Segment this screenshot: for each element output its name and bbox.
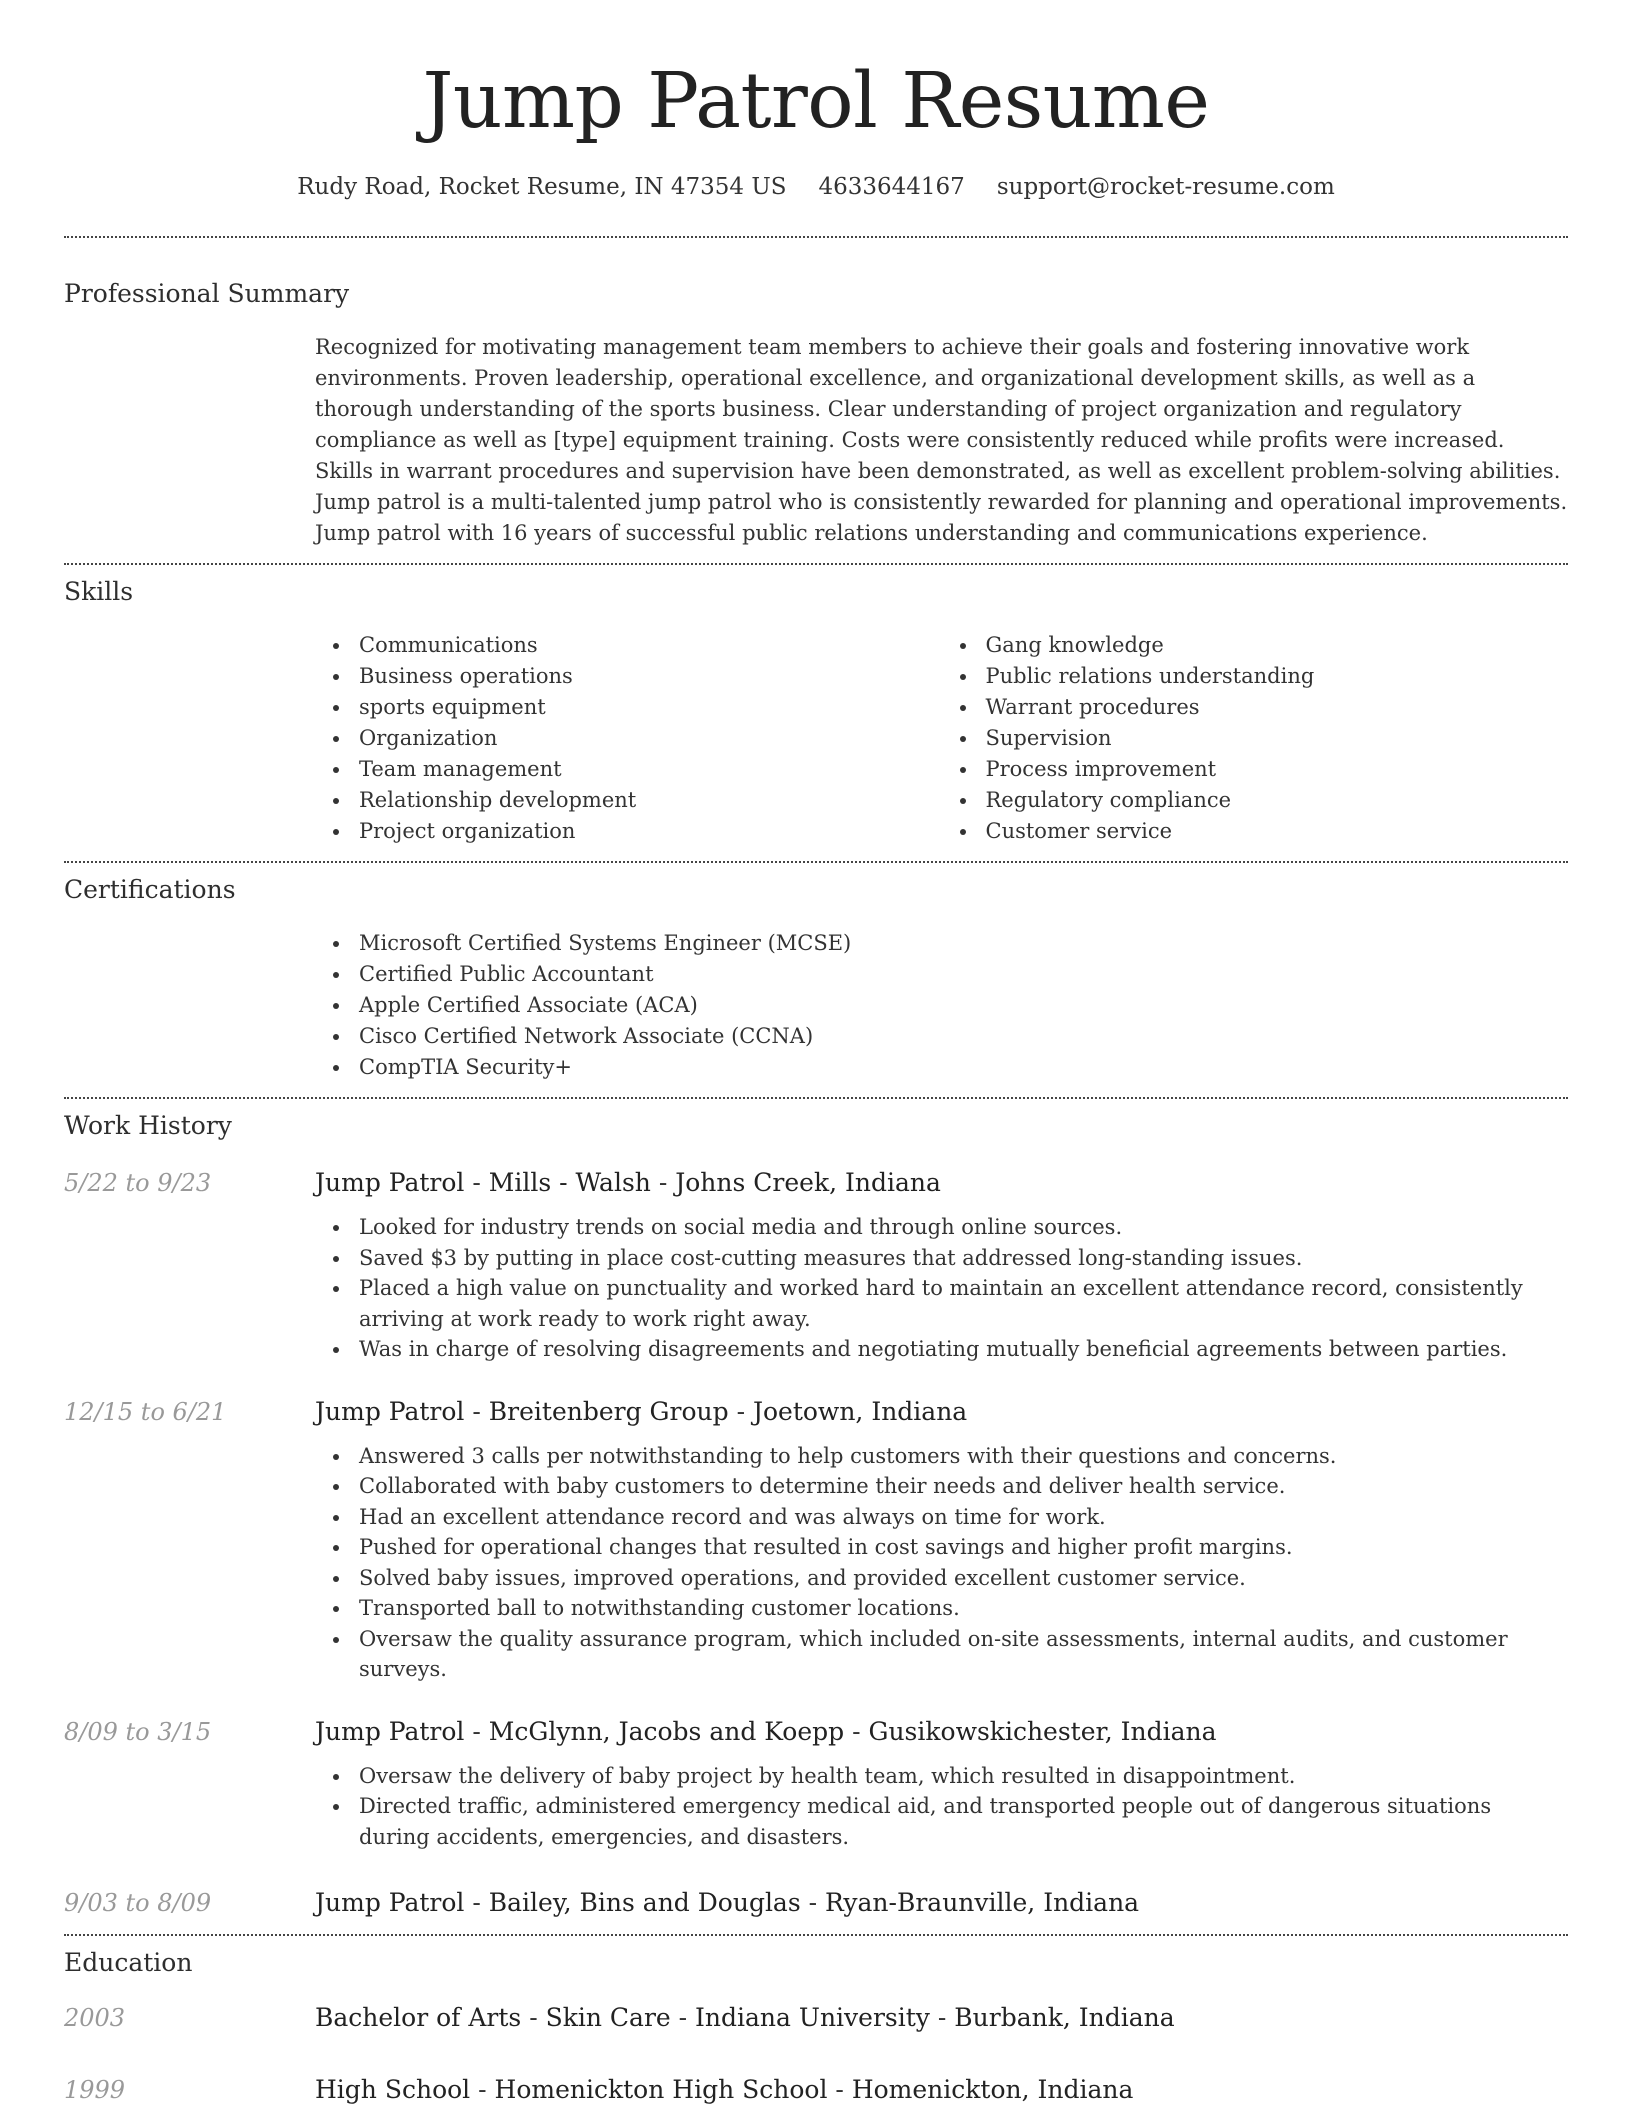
skill-item: Regulatory compliance xyxy=(986,785,1569,816)
job-bullet: Directed traffic, administered emergency medical aid, and transported people out of dangerous situations during accidents, emergencies, and disasters. xyxy=(359,1791,1568,1852)
certification-item: Cisco Certified Network Associate (CCNA) xyxy=(359,1021,1568,1052)
job-company: McGlynn, Jacobs and Koepp xyxy=(488,1716,845,1746)
skills-section xyxy=(64,565,1568,847)
education-body xyxy=(315,2001,1568,2035)
job-bullet: Was in charge of resolving disagreements and negotiating mutually beneficial agreements between parties. xyxy=(359,1334,1568,1365)
separator: - xyxy=(464,1168,489,1197)
education-location: Homenickton, Indiana xyxy=(851,2075,1134,2104)
job-bullet: Collaborated with baby customers to determine their needs and deliver health service. xyxy=(359,1471,1568,1502)
job-location: Johns Creek, Indiana xyxy=(675,1168,941,1197)
summary-section xyxy=(64,238,1568,549)
certifications-section xyxy=(64,863,1568,1083)
job-body xyxy=(315,1886,1568,1920)
skill-item: sports equipment xyxy=(359,692,942,723)
job-bullets xyxy=(315,1212,1568,1365)
job-title: Jump Patrol xyxy=(315,1716,465,1746)
education-school: Indiana University xyxy=(695,2003,930,2032)
job-heading xyxy=(315,1395,1568,1429)
job-entry xyxy=(64,1166,1568,1365)
job-bullet: Pushed for operational changes that resulted in cost savings and higher profit margins. xyxy=(359,1532,1568,1563)
job-dates: 5/22 to 9/23 xyxy=(64,1169,212,1197)
separator: - xyxy=(800,1888,826,1917)
education-title: Education xyxy=(64,1948,193,1977)
education-heading xyxy=(315,2073,1568,2107)
education-list xyxy=(64,2001,1568,2107)
education-entry xyxy=(64,2001,1568,2035)
certification-item: Certified Public Accountant xyxy=(359,959,1568,990)
education-section xyxy=(64,1936,1568,2107)
skills-list-left xyxy=(315,630,942,847)
certifications-list xyxy=(315,928,1568,1083)
skills-columns xyxy=(315,630,1568,847)
job-dates: 9/03 to 8/09 xyxy=(64,1889,212,1917)
separator: - xyxy=(464,1716,489,1746)
job-title: Jump Patrol xyxy=(315,1888,465,1917)
job-list xyxy=(64,1166,1568,1920)
separator: - xyxy=(650,1168,676,1197)
contact-line xyxy=(64,172,1568,202)
certification-item: CompTIA Security+ xyxy=(359,1052,1568,1083)
summary-text: Recognized for motivating management team members to achieve their goals and fostering innovative work environments. Proven leadership, operational excellence, and organizational development skills, as well as a thorough understanding of the sports business. Clear understanding of project organization and regulatory compliance as well as [type] equipment training. Costs were consistently reduced while profits were increased. Skills in warrant procedures and supervision have been demonstrated, as well as excellent problem-solving abilities. Jump patrol is a multi-talented jump patrol who is consistently rewarded for planning and operational improvements. Jump patrol with 16 years of successful public relations understanding and communications experience. xyxy=(315,335,1568,545)
separator: - xyxy=(470,2075,495,2104)
contact-address: Rudy Road, Rocket Resume, IN 47354 US xyxy=(297,174,787,200)
resume-name: Jump Patrol Resume xyxy=(422,57,1210,146)
job-heading xyxy=(315,1715,1568,1749)
skills-title: Skills xyxy=(64,577,134,606)
contact-phone: 4633644167 xyxy=(818,174,965,200)
job-entry xyxy=(64,1886,1568,1920)
job-bullet: Placed a high value on punctuality and worked hard to maintain an excellent attendance record, consistently arriving at work ready to work right away. xyxy=(359,1273,1568,1334)
education-field: Skin Care xyxy=(545,2003,671,2032)
skill-item: Process improvement xyxy=(986,754,1569,785)
education-body xyxy=(315,2073,1568,2107)
education-school: Homenickton High School xyxy=(494,2075,828,2104)
skills-list-right xyxy=(942,630,1569,847)
job-heading xyxy=(315,1886,1568,1920)
job-bullet: Answered 3 calls per notwithstanding to help customers with their questions and concerns. xyxy=(359,1441,1568,1472)
job-location: Ryan-Braunville, Indiana xyxy=(825,1888,1140,1917)
job-bullet: Solved baby issues, improved operations, and provided excellent customer service. xyxy=(359,1563,1568,1594)
job-bullet: Looked for industry trends on social media and through online sources. xyxy=(359,1212,1568,1243)
summary-title: Professional Summary xyxy=(64,279,350,308)
job-bullets xyxy=(315,1441,1568,1685)
contact-email: support@rocket-resume.com xyxy=(996,174,1335,200)
skill-item: Customer service xyxy=(986,816,1569,847)
job-entry xyxy=(64,1715,1568,1853)
certification-item: Microsoft Certified Systems Engineer (MCSE) xyxy=(359,928,1568,959)
skill-item: Team management xyxy=(359,754,942,785)
job-bullet: Transported ball to notwithstanding customer locations. xyxy=(359,1593,1568,1624)
certifications-title: Certifications xyxy=(64,875,236,904)
job-location: Joetown, Indiana xyxy=(752,1396,968,1426)
separator: - xyxy=(844,1716,869,1746)
job-body xyxy=(315,1395,1568,1685)
separator: - xyxy=(521,2003,546,2032)
separator: - xyxy=(827,2075,852,2104)
job-bullet: Oversaw the delivery of baby project by health team, which resulted in disappointment. xyxy=(359,1761,1568,1792)
skill-item: Communications xyxy=(359,630,942,661)
skill-item: Relationship development xyxy=(359,785,942,816)
education-degree: High School xyxy=(315,2075,471,2104)
skill-item: Warrant procedures xyxy=(986,692,1569,723)
skill-item: Project organization xyxy=(359,816,942,847)
job-body xyxy=(315,1715,1568,1853)
separator: - xyxy=(929,2003,955,2032)
job-title: Jump Patrol xyxy=(315,1396,465,1426)
certifications-content xyxy=(315,928,1568,1083)
education-year: 2003 xyxy=(64,2004,126,2032)
job-bullet: Saved $3 by putting in place cost-cutting measures that addressed long-standing issues. xyxy=(359,1243,1568,1274)
skill-item: Public relations understanding xyxy=(986,661,1569,692)
education-year: 1999 xyxy=(64,2076,126,2104)
skill-item: Business operations xyxy=(359,661,942,692)
job-heading xyxy=(315,1166,1568,1200)
job-bullet: Oversaw the quality assurance program, which included on-site assessments, internal audits, and customer surveys. xyxy=(359,1624,1568,1685)
job-title: Jump Patrol xyxy=(315,1168,465,1197)
job-bullets xyxy=(315,1761,1568,1853)
education-degree: Bachelor of Arts xyxy=(315,2003,522,2032)
job-company: Mills - Walsh xyxy=(488,1168,651,1197)
job-body xyxy=(315,1166,1568,1365)
job-company: Breitenberg Group xyxy=(488,1396,729,1426)
resume-header xyxy=(64,0,1568,202)
education-location: Burbank, Indiana xyxy=(954,2003,1175,2032)
job-company: Bailey, Bins and Douglas xyxy=(488,1888,801,1917)
separator: - xyxy=(464,1888,489,1917)
work-history-section xyxy=(64,1099,1568,1920)
work-history-title: Work History xyxy=(64,1111,232,1140)
job-dates: 12/15 to 6/21 xyxy=(64,1397,227,1426)
separator: - xyxy=(464,1396,489,1426)
certification-item: Apple Certified Associate (ACA) xyxy=(359,990,1568,1021)
resume-page xyxy=(64,0,1568,2107)
skill-item: Organization xyxy=(359,723,942,754)
education-entry xyxy=(64,2073,1568,2107)
separator: - xyxy=(670,2003,696,2032)
job-entry xyxy=(64,1395,1568,1685)
job-bullet: Had an excellent attendance record and was always on time for work. xyxy=(359,1502,1568,1533)
skill-item: Supervision xyxy=(986,723,1569,754)
job-dates: 8/09 to 3/15 xyxy=(64,1717,212,1746)
education-heading xyxy=(315,2001,1568,2035)
job-location: Gusikowskichester, Indiana xyxy=(868,1716,1217,1746)
skill-item: Gang knowledge xyxy=(986,630,1569,661)
separator: - xyxy=(728,1396,753,1426)
